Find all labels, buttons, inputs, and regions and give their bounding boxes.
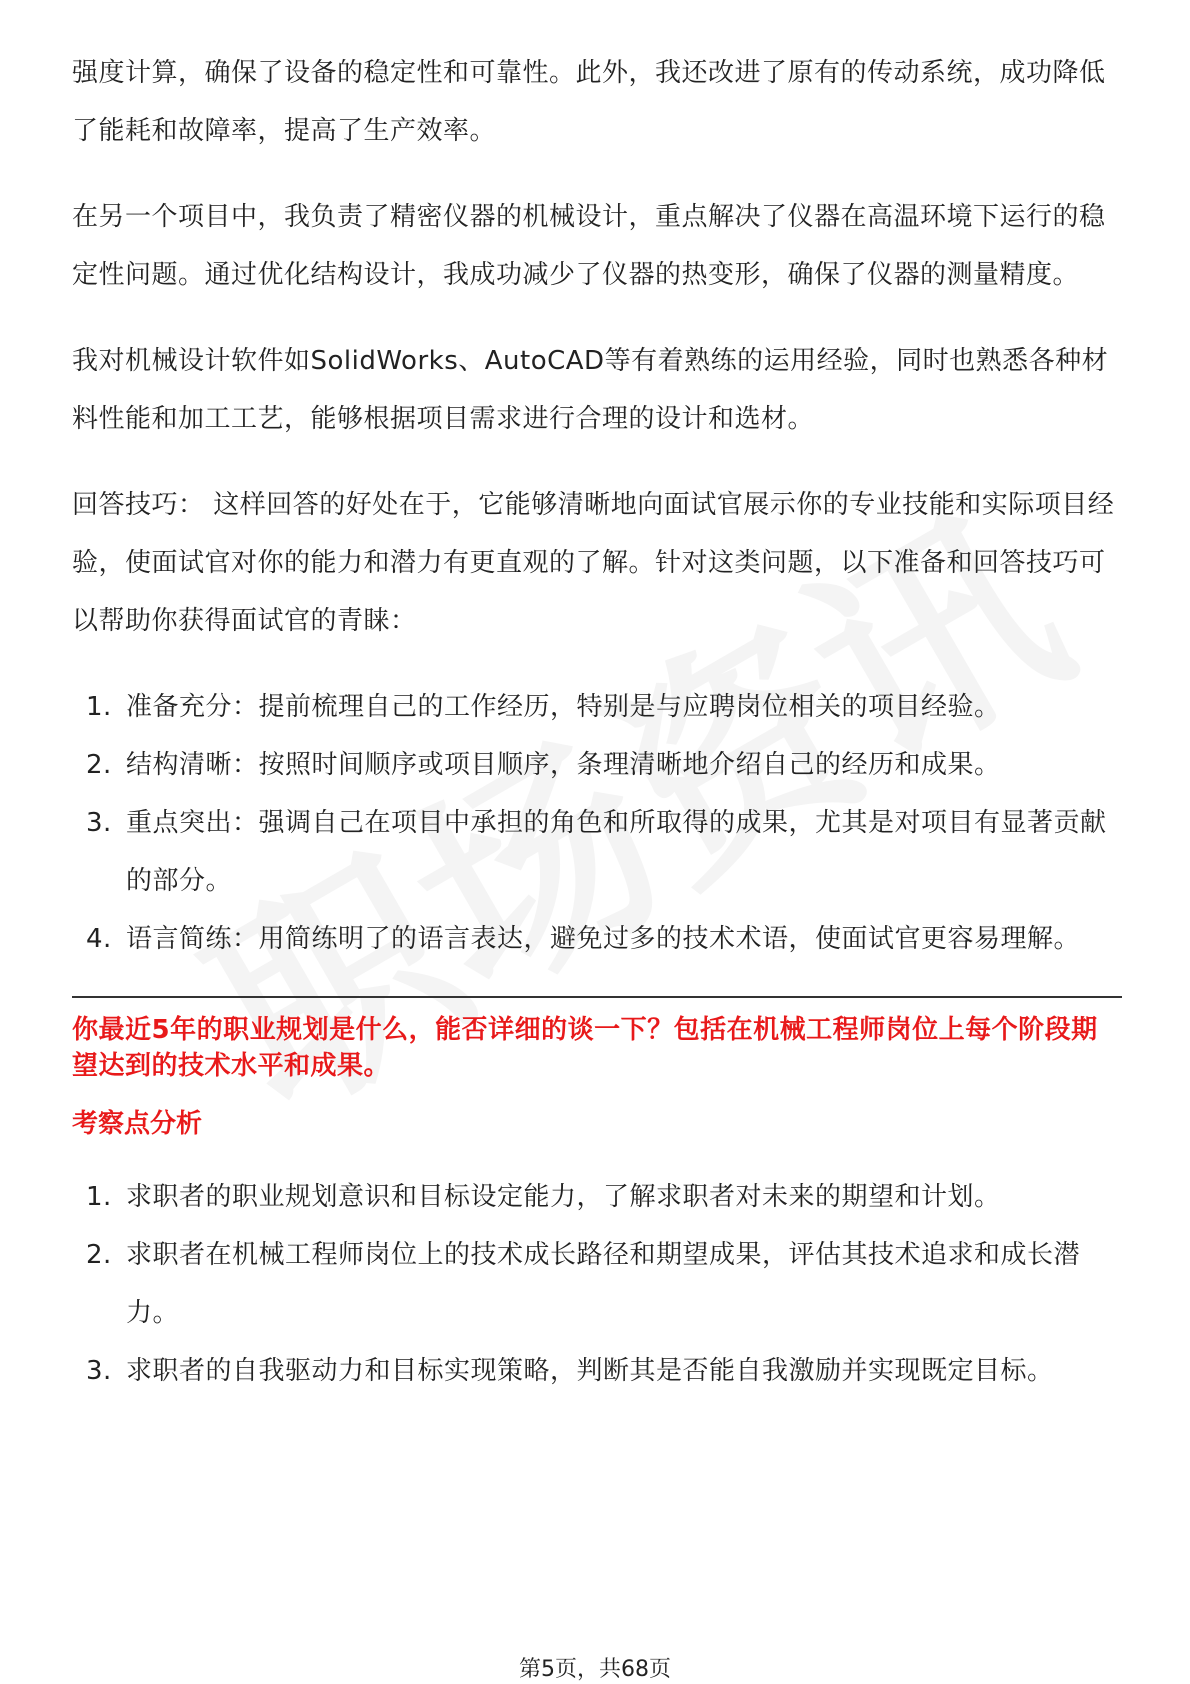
list-item (72, 794, 1122, 910)
tips-list (72, 678, 1122, 968)
list-number: 2. (86, 1240, 112, 1270)
list-item (72, 910, 1122, 968)
list-number: 1. (86, 1182, 112, 1212)
paragraph-software-skills: 我对机械设计软件如SolidWorks、AutoCAD等有着熟练的运用经验，同时也熟悉各种材料性能和加工工艺，能够根据项目需求进行合理的设计和选材。 (72, 346, 1109, 434)
list-item (72, 736, 1122, 794)
list-number: 3. (86, 1356, 112, 1386)
list-number: 2. (86, 750, 112, 780)
paragraph-answer-tips: 回答技巧： 这样回答的好处在于，它能够清晰地向面试官展示你的专业技能和实际项目经验，使面试官对你的能力和潜力有更直观的了解。针对这类问题，以下准备和回答技巧可以帮助你获得面试官的青睐： (72, 490, 1115, 636)
interview-question: 你最近5年的职业规划是什么，能否详细的谈一下？包括在机械工程师岗位上每个阶段期望达到的技术水平和成果。 (72, 1015, 1098, 1081)
list-item (72, 678, 1122, 736)
paragraph-strength: 强度计算，确保了设备的稳定性和可靠性。此外，我还改进了原有的传动系统，成功降低了能耗和故障率，提高了生产效率。 (72, 58, 1106, 146)
list-text: 重点突出：强调自己在项目中承担的角色和所取得的成果，尤其是对项目有显著贡献的部分。 (126, 808, 1107, 896)
list-number: 3. (86, 808, 112, 838)
section-divider (72, 996, 1122, 998)
list-item (72, 1226, 1122, 1342)
page-footer: 第5页，共68页 (519, 1657, 671, 1682)
list-item (72, 1342, 1122, 1400)
list-text: 语言简练：用简练明了的语言表达，避免过多的技术术语，使面试官更容易理解。 (126, 924, 1081, 954)
analysis-list (72, 1168, 1122, 1400)
list-number: 1. (86, 692, 112, 722)
analysis-heading: 考察点分析 (72, 1109, 203, 1139)
list-number: 4. (86, 924, 112, 954)
list-text: 结构清晰：按照时间顺序或项目顺序，条理清晰地介绍自己的经历和成果。 (126, 750, 1001, 780)
list-text: 求职者在机械工程师岗位上的技术成长路径和期望成果，评估其技术追求和成长潜力。 (126, 1240, 1081, 1328)
list-text: 求职者的自我驱动力和目标实现策略，判断其是否能自我激励并实现既定目标。 (126, 1356, 1054, 1386)
list-text: 准备充分：提前梳理自己的工作经历，特别是与应聘岗位相关的项目经验。 (126, 692, 1001, 722)
paragraph-precision-project: 在另一个项目中，我负责了精密仪器的机械设计，重点解决了仪器在高温环境下运行的稳定性问题。通过优化结构设计，我成功减少了仪器的热变形，确保了仪器的测量精度。 (72, 202, 1106, 290)
page-content (72, 44, 1122, 1428)
list-item (72, 1168, 1122, 1226)
list-text: 求职者的职业规划意识和目标设定能力，了解求职者对未来的期望和计划。 (126, 1182, 1001, 1212)
